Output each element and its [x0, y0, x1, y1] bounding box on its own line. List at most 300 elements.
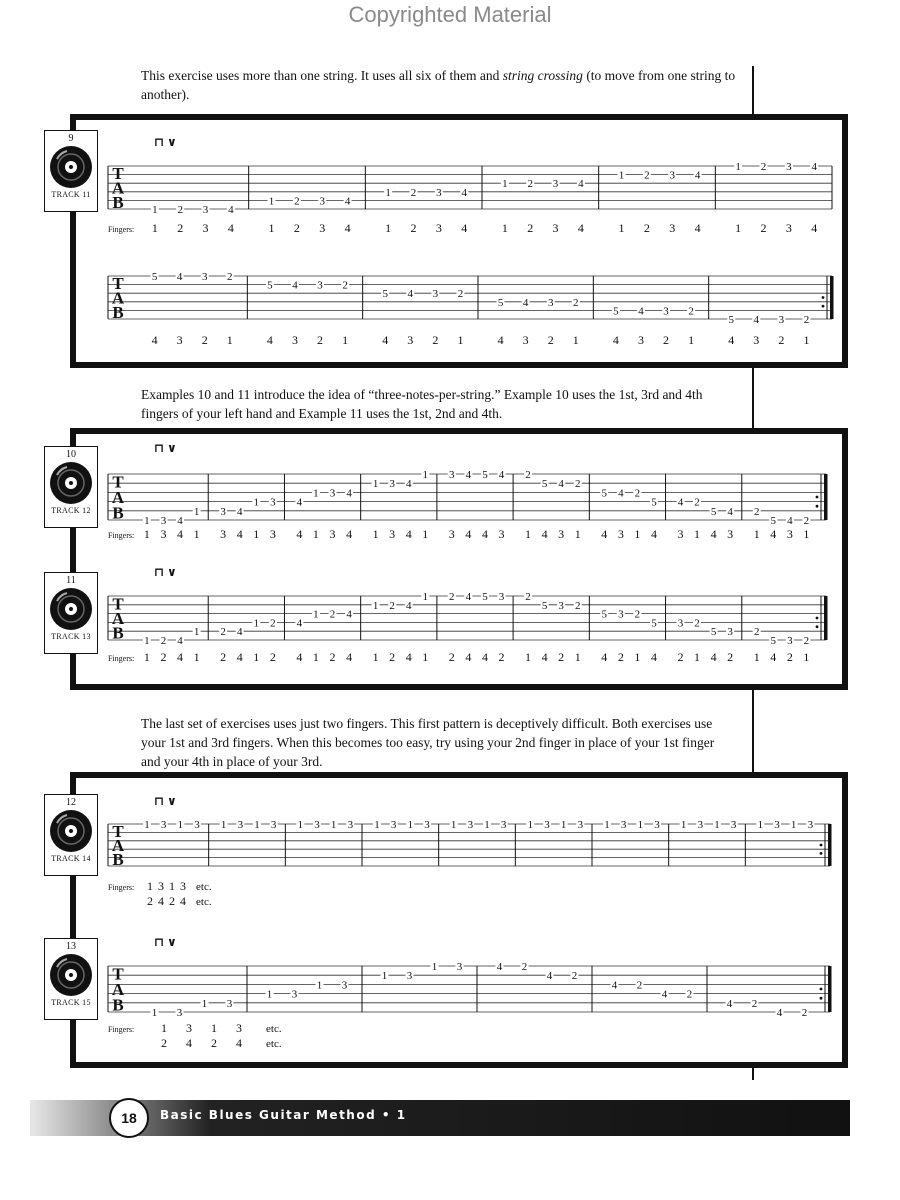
intro-text-b: (to move from one string to another). [141, 68, 736, 102]
finger-number: 1 [211, 1021, 217, 1035]
finger-number: 1 [803, 527, 810, 541]
pick-direction-symbols: ⊓ ∨ [154, 441, 177, 455]
fret-number: 2 [694, 617, 700, 630]
fret-number: 3 [730, 819, 737, 831]
finger-number: 3 [319, 221, 326, 235]
intro-paragraph-3: The last set of exercises uses just two fingers. This first pattern is deceptively difficult. Both exercises use your 1st and 3rd fingers. When this becomes too easy, try using your 2nd finger in place of your 1st finger and your 4th in place of your 3rd. [141, 716, 715, 769]
fret-number: 1 [268, 195, 275, 208]
tab-clef-letter: A [111, 609, 125, 628]
finger-number: 3 [158, 879, 164, 893]
finger-number: 4 [177, 527, 184, 541]
finger-number: 1 [372, 527, 379, 541]
fret-number: 4 [661, 988, 668, 1001]
tab-clef-letter: A [111, 980, 125, 999]
fret-number: 3 [160, 515, 167, 527]
finger-number: 1 [688, 333, 695, 347]
fret-number: 4 [465, 469, 472, 481]
fret-number: 1 [316, 979, 323, 992]
fret-number: 3 [319, 195, 325, 208]
fret-number: 1 [253, 617, 260, 630]
repeat-dot [820, 844, 823, 847]
fret-number: 3 [498, 591, 505, 603]
fret-number: 1 [330, 819, 337, 831]
fret-number: 3 [654, 819, 660, 831]
repeat-dot [816, 505, 819, 508]
fret-number: 1 [313, 487, 319, 500]
tab-clef-letter: B [112, 503, 124, 523]
fret-number: 3 [558, 599, 564, 612]
fret-number: 3 [669, 169, 675, 182]
fret-number: 3 [787, 635, 793, 647]
fret-number: 2 [527, 178, 533, 191]
tab-clef-letter: A [111, 288, 125, 308]
finger-number: 1 [268, 221, 275, 235]
finger-number: 2 [558, 650, 565, 664]
finger-number: 4 [694, 221, 701, 235]
fret-number: 2 [457, 288, 464, 301]
fret-number: 3 [697, 819, 704, 831]
fret-number: 2 [801, 1007, 808, 1019]
fret-number: 2 [227, 271, 233, 283]
finger-number: 3 [407, 333, 414, 347]
repeat-dot [816, 625, 819, 628]
fret-number: 1 [618, 169, 625, 182]
finger-number: 4 [296, 527, 303, 541]
finger-number: 4 [151, 333, 158, 347]
fret-number: 5 [497, 296, 504, 309]
fret-number: 1 [144, 635, 150, 647]
fret-number: 3 [544, 819, 550, 831]
fret-number: 4 [177, 635, 183, 647]
finger-number: 2 [211, 1036, 217, 1050]
finger-number: 1 [143, 650, 150, 664]
fret-number: 2 [270, 617, 276, 630]
finger-number: 4 [180, 894, 186, 908]
etc-label: etc. [266, 1038, 282, 1050]
fret-number: 5 [541, 478, 548, 491]
etc-label: etc. [196, 896, 212, 908]
fret-number: 1 [144, 515, 150, 527]
finger-number: 1 [169, 879, 175, 893]
finger-number: 1 [634, 527, 641, 541]
end-repeat-thick-line [824, 596, 828, 640]
finger-number: 1 [253, 650, 260, 664]
track-label: TRACK 15 [51, 998, 91, 1007]
fret-number: 3 [202, 204, 209, 216]
repeat-dot [822, 296, 825, 299]
fret-number: 1 [297, 819, 304, 831]
finger-number: 1 [193, 650, 200, 664]
fret-number: 3 [390, 819, 397, 831]
finger-number: 3 [727, 527, 734, 541]
fret-number: 2 [751, 997, 758, 1010]
fret-number: 2 [634, 487, 641, 500]
finger-number: 2 [432, 333, 439, 347]
fret-number: 2 [574, 599, 581, 612]
fret-number: 3 [456, 961, 463, 973]
fret-number: 2 [688, 305, 694, 318]
fret-number: 4 [753, 314, 760, 326]
finger-number: 2 [727, 650, 734, 664]
fret-number: 2 [686, 988, 693, 1001]
fret-number: 1 [422, 591, 429, 603]
fret-number: 5 [151, 271, 158, 283]
fret-number: 4 [346, 487, 352, 500]
finger-number: 3 [186, 1021, 192, 1035]
fret-number: 3 [620, 819, 627, 831]
fret-number: 4 [296, 617, 303, 630]
finger-number: 3 [786, 527, 793, 541]
fret-number: 2 [389, 599, 395, 612]
finger-number: 4 [710, 527, 717, 541]
repeat-dot [816, 617, 819, 620]
fret-number: 1 [381, 970, 388, 983]
tab-staff-ex12 [108, 794, 832, 908]
finger-number: 1 [694, 650, 701, 664]
repeat-dot [820, 852, 823, 855]
finger-number: 3 [389, 527, 396, 541]
fret-number: 2 [574, 478, 581, 491]
finger-number: 4 [465, 527, 472, 541]
tab-staff-ex9a [108, 135, 832, 235]
finger-number: 4 [497, 333, 504, 347]
tab-clef-letter: T [112, 964, 124, 984]
fret-number: 2 [634, 608, 641, 621]
fret-number: 2 [177, 204, 183, 216]
finger-number: 3 [220, 527, 227, 541]
finger-number: 2 [161, 1036, 167, 1050]
finger-number: 4 [158, 894, 164, 908]
fret-number: 4 [496, 961, 503, 973]
fret-number: 2 [636, 979, 643, 992]
finger-number: 3 [617, 527, 624, 541]
finger-number: 3 [202, 221, 209, 235]
fret-number: 4 [461, 186, 467, 199]
fret-number: 4 [176, 271, 183, 283]
finger-number: 4 [481, 650, 488, 664]
finger-number: 4 [541, 527, 548, 541]
etc-label: etc. [266, 1023, 282, 1035]
finger-number: 3 [498, 527, 505, 541]
end-repeat-thick-line [828, 966, 832, 1012]
finger-number: 1 [572, 333, 579, 347]
tab-clef-letter: B [112, 850, 124, 869]
fret-number: 4 [694, 169, 701, 182]
fingers-label: Fingers: [108, 883, 135, 892]
fret-number: 1 [484, 819, 490, 831]
tab-clef-letter: B [112, 192, 124, 212]
finger-number: 3 [558, 527, 565, 541]
fret-number: 5 [770, 515, 777, 527]
finger-number: 3 [448, 527, 455, 541]
fret-number: 3 [389, 478, 395, 491]
fret-number: 3 [552, 178, 559, 191]
finger-number: 4 [770, 650, 777, 664]
fret-number: 3 [317, 279, 323, 292]
fret-number: 4 [726, 997, 733, 1010]
intro-text-emphasis: string crossing [502, 68, 583, 83]
fret-number: 2 [753, 505, 760, 518]
fret-number: 3 [220, 505, 226, 518]
fret-number: 4 [236, 626, 243, 639]
fret-number: 3 [432, 288, 439, 301]
fret-number: 1 [313, 608, 319, 621]
example-number: 13 [66, 941, 76, 952]
fret-number: 2 [329, 608, 336, 621]
finger-number: 4 [811, 221, 818, 235]
finger-number: 3 [785, 221, 792, 235]
finger-number: 3 [637, 333, 644, 347]
fret-number: 5 [651, 617, 657, 630]
tab-clef-letter: B [112, 302, 124, 322]
fret-number: 2 [753, 626, 760, 639]
fret-number: 4 [677, 496, 684, 509]
tab-clef-letter: T [112, 164, 124, 184]
finger-number: 1 [574, 527, 581, 541]
fret-number: 4 [296, 496, 303, 509]
finger-number: 3 [435, 221, 442, 235]
tab-clef-letter: A [111, 836, 125, 855]
fret-number: 4 [776, 1007, 783, 1019]
fret-number: 4 [292, 279, 298, 292]
finger-number: 4 [236, 1036, 242, 1050]
finger-number: 4 [650, 650, 657, 664]
fret-number: 5 [541, 599, 548, 612]
pick-direction-symbols: ⊓ ∨ [154, 565, 177, 579]
finger-number: 1 [735, 221, 742, 235]
finger-number: 4 [612, 333, 619, 347]
finger-number: 1 [422, 527, 429, 541]
footer-bar [30, 1100, 850, 1136]
finger-number: 2 [177, 221, 184, 235]
fret-number: 4 [787, 515, 793, 527]
fret-number: 3 [237, 819, 244, 831]
finger-number: 2 [778, 333, 785, 347]
fret-number: 5 [267, 279, 273, 292]
finger-number: 1 [457, 333, 464, 347]
finger-number: 1 [634, 650, 641, 664]
fret-number: 3 [314, 819, 320, 831]
finger-number: 3 [291, 333, 298, 347]
fret-number: 4 [727, 505, 733, 518]
fret-number: 1 [177, 819, 184, 831]
finger-number: 1 [694, 527, 701, 541]
finger-number: 2 [147, 894, 153, 908]
finger-number: 4 [177, 650, 184, 664]
fret-number: 5 [601, 487, 607, 500]
finger-number: 2 [220, 650, 227, 664]
fret-number: 4 [407, 288, 414, 301]
fret-number: 1 [790, 819, 797, 831]
fret-number: 1 [201, 997, 208, 1010]
finger-number: 2 [527, 221, 534, 235]
track-label: TRACK 11 [51, 190, 91, 199]
fret-number: 5 [482, 591, 488, 603]
fingers-label: Fingers: [108, 225, 135, 234]
fret-number: 1 [502, 178, 508, 191]
fret-number: 3 [774, 819, 780, 831]
finger-number: 4 [541, 650, 548, 664]
finger-number: 2 [448, 650, 455, 664]
finger-number: 3 [669, 221, 676, 235]
tab-clef-letter: A [111, 178, 125, 198]
fret-number: 1 [253, 496, 260, 509]
etc-label: etc. [196, 881, 212, 893]
finger-number: 4 [650, 527, 657, 541]
fret-number: 1 [193, 626, 200, 639]
finger-number: 1 [193, 527, 200, 541]
fret-number: 3 [449, 469, 455, 481]
finger-number: 4 [770, 527, 777, 541]
fret-number: 3 [329, 487, 336, 500]
fret-number: 1 [407, 819, 414, 831]
fret-number: 3 [194, 819, 200, 831]
fret-number: 1 [374, 819, 380, 831]
finger-number: 4 [236, 650, 243, 664]
fret-number: 3 [270, 819, 277, 831]
fret-number: 5 [601, 608, 607, 621]
fret-number: 3 [270, 496, 276, 509]
finger-number: 1 [525, 650, 532, 664]
finger-number: 1 [253, 527, 260, 541]
fret-number: 5 [710, 626, 717, 639]
finger-number: 3 [236, 1021, 242, 1035]
fret-number: 4 [578, 178, 584, 191]
fret-number: 1 [714, 819, 720, 831]
fret-number: 3 [291, 988, 298, 1001]
finger-number: 1 [385, 221, 392, 235]
end-repeat-thick-line [828, 824, 832, 866]
finger-number: 4 [405, 650, 412, 664]
finger-number: 1 [525, 527, 532, 541]
fret-number: 4 [465, 591, 472, 603]
fingers-label: Fingers: [108, 654, 135, 663]
finger-number: 4 [601, 650, 608, 664]
fret-number: 2 [803, 314, 810, 326]
fret-number: 3 [618, 608, 624, 621]
finger-number: 3 [522, 333, 529, 347]
tab-clef-letter: A [111, 488, 125, 507]
finger-number: 3 [552, 221, 559, 235]
finger-number: 4 [296, 650, 303, 664]
fret-number: 4 [228, 204, 234, 216]
fret-number: 2 [449, 591, 455, 603]
fret-number: 4 [236, 505, 243, 518]
finger-number: 4 [382, 333, 389, 347]
fret-number: 4 [405, 599, 412, 612]
fret-number: 1 [372, 478, 379, 491]
fret-number: 2 [803, 635, 810, 647]
finger-number: 4 [461, 221, 468, 235]
finger-number: 3 [753, 333, 760, 347]
fret-number: 1 [735, 161, 741, 173]
repeat-dot [820, 988, 823, 991]
finger-number: 1 [342, 333, 349, 347]
fret-number: 2 [644, 169, 650, 182]
fret-number: 3 [663, 305, 669, 318]
example-number: 11 [66, 575, 76, 586]
fret-number: 3 [807, 819, 814, 831]
fret-number: 1 [372, 599, 379, 612]
fret-number: 4 [618, 487, 624, 500]
finger-number: 4 [481, 527, 488, 541]
fret-number: 3 [547, 296, 554, 309]
fret-number: 1 [560, 819, 567, 831]
page-number: 18 [109, 1098, 149, 1138]
finger-number: 2 [160, 650, 167, 664]
fret-number: 3 [201, 271, 208, 283]
tab-clef-letter: B [112, 995, 124, 1015]
finger-number: 1 [803, 650, 810, 664]
finger-number: 4 [346, 527, 353, 541]
finger-number: 4 [186, 1036, 192, 1050]
fret-number: 2 [220, 626, 226, 639]
fret-number: 4 [638, 305, 644, 318]
fret-number: 3 [778, 314, 785, 326]
finger-number: 2 [410, 221, 417, 235]
track-label: TRACK 14 [51, 854, 91, 863]
fret-number: 3 [406, 970, 413, 983]
fret-number: 1 [637, 819, 644, 831]
fret-number: 5 [613, 305, 619, 318]
copyright-watermark: Copyrighted Material [348, 2, 552, 27]
fret-number: 4 [558, 478, 564, 491]
fingers-label: Fingers: [108, 1025, 135, 1034]
tab-clef-letter: T [112, 274, 124, 294]
finger-number: 1 [226, 333, 233, 347]
repeat-dot [816, 496, 819, 499]
finger-number: 2 [547, 333, 554, 347]
pick-direction-symbols: ⊓ ∨ [154, 935, 177, 949]
fret-number: 2 [160, 635, 167, 647]
fret-number: 3 [677, 617, 684, 630]
finger-number: 3 [329, 527, 336, 541]
fret-number: 3 [226, 997, 233, 1010]
fret-number: 5 [728, 314, 734, 326]
finger-number: 1 [312, 650, 319, 664]
finger-number: 2 [786, 650, 793, 664]
fret-number: 3 [500, 819, 507, 831]
fret-number: 5 [770, 635, 777, 647]
finger-number: 2 [269, 650, 276, 664]
finger-number: 2 [389, 650, 396, 664]
fret-number: 1 [385, 186, 391, 199]
finger-number: 2 [760, 221, 767, 235]
finger-number: 4 [236, 527, 243, 541]
finger-number: 3 [176, 333, 183, 347]
footer-book-title: Basic Blues Guitar Method • 1 [160, 1108, 407, 1122]
intro-paragraph-2: Examples 10 and 11 introduce the idea of “three-notes-per-string.” Example 10 uses the 1st, 3rd and 4th fingers of your left hand and Example 11 uses the 1st, 2nd and 4th. [141, 387, 703, 421]
fret-number: 5 [651, 496, 657, 509]
finger-number: 4 [405, 527, 412, 541]
fret-number: 5 [482, 469, 488, 481]
finger-number: 4 [344, 221, 351, 235]
fret-number: 1 [220, 819, 227, 831]
repeat-dot [822, 305, 825, 308]
finger-number: 4 [227, 221, 234, 235]
finger-number: 4 [346, 650, 353, 664]
finger-number: 2 [317, 333, 324, 347]
fret-number: 2 [694, 496, 700, 509]
finger-number: 4 [465, 650, 472, 664]
finger-number: 1 [422, 650, 429, 664]
finger-number: 1 [161, 1021, 167, 1035]
tab-clef-letter: T [112, 822, 124, 841]
finger-number: 2 [643, 221, 650, 235]
finger-number: 2 [663, 333, 670, 347]
track-label: TRACK 13 [51, 632, 91, 641]
fret-number: 1 [193, 505, 200, 518]
